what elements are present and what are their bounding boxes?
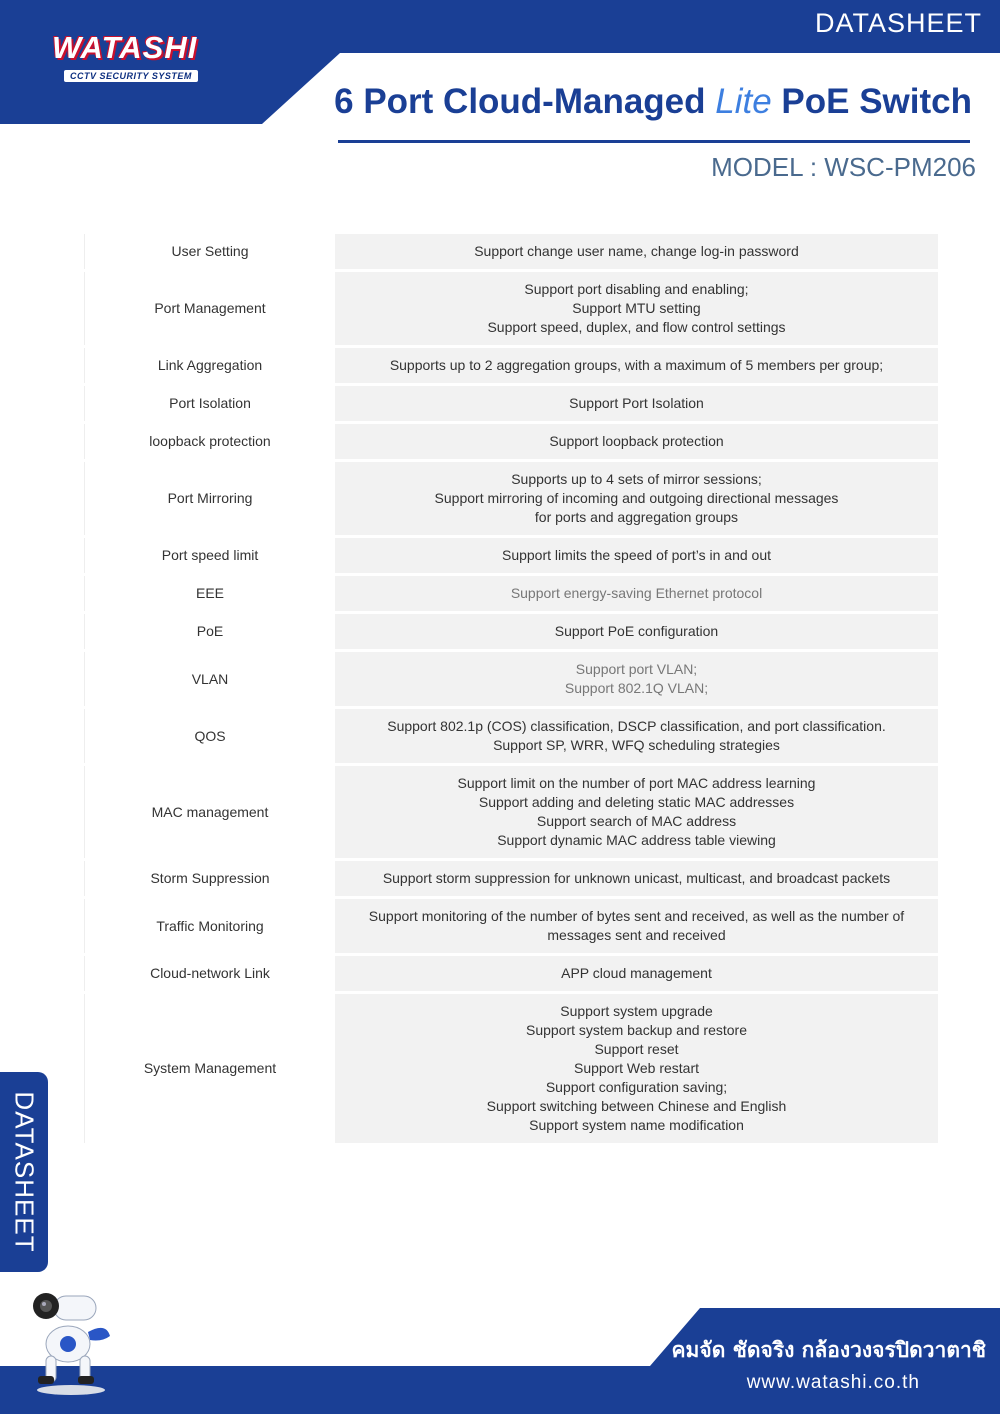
spec-row [84,956,938,991]
spec-description-line: Support 802.1Q VLAN; [564,680,709,696]
side-tab-label: DATASHEET [9,1091,40,1253]
spec-description-line: Support system upgrade [560,1003,713,1019]
spec-description [335,234,938,269]
spec-row [84,234,938,269]
spec-description-line: for ports and aggregation groups [534,509,739,525]
spec-feature: Port speed limit [84,538,335,573]
model-number: MODEL : WSC-PM206 [711,152,976,182]
spec-row [84,614,938,649]
spec-feature: Port Mirroring [84,462,335,535]
spec-description [335,861,938,896]
spec-description [335,899,938,953]
spec-description-line: Support speed, duplex, and flow control settings [487,319,786,335]
spec-feature: loopback protection [84,424,335,459]
spec-description-line: Support search of MAC address [536,813,737,829]
spec-description-line: Support storm suppression for unknown unicast, multicast, and broadcast packets [382,870,891,886]
spec-feature: Storm Suppression [84,861,335,896]
spec-description-line: Support adding and deleting static MAC addresses [478,794,795,810]
spec-feature: Port Isolation [84,386,335,421]
spec-feature: QOS [84,709,335,763]
spec-description-line: Support mirroring of incoming and outgoing directional messages [434,490,839,506]
spec-description [335,272,938,345]
spec-feature: Link Aggregation [84,348,335,383]
spec-row [84,348,938,383]
spec-row [84,424,938,459]
spec-description-line: Support system name modification [529,1117,744,1133]
spec-row [84,462,938,535]
spec-description [335,538,938,573]
spec-feature: Cloud-network Link [84,956,335,991]
spec-description [335,348,938,383]
title-suffix: PoE Switch [771,82,972,121]
spec-feature: Traffic Monitoring [84,899,335,953]
spec-row [84,766,938,858]
spec-feature: User Setting [84,234,335,269]
spec-description-line: Support reset [594,1041,679,1057]
spec-feature: Port Management [84,272,335,345]
spec-table-body [84,234,938,1143]
spec-description-line: Support energy-saving Ethernet protocol [510,585,763,601]
spec-feature: MAC management [84,766,335,858]
spec-description [335,709,938,763]
spec-description-line: Support monitoring of the number of bytes sent and received, as well as the number of [368,908,905,924]
spec-description-line: Support SP, WRR, WFQ scheduling strategies [493,737,780,753]
spec-feature: VLAN [84,652,335,706]
spec-description-line: Support MTU setting [572,300,701,316]
spec-description-line: APP cloud management [561,965,712,981]
footer-website-link[interactable]: www.watashi.co.th [746,1372,920,1393]
spec-description [335,652,938,706]
spec-description [335,956,938,991]
spec-row [84,538,938,573]
robot-dog-mascot-drawing [26,1286,116,1396]
spec-description-line: Support Port Isolation [569,395,704,411]
logo-wordmark: WATASHI [52,30,198,65]
spec-row [84,994,938,1143]
spec-description-line: Support loopback protection [549,433,724,449]
spec-description-line: messages sent and received [547,927,726,943]
title-emphasis: Lite [715,82,772,121]
spec-description-line: Supports up to 2 aggregation groups, with a maximum of 5 members per group; [389,357,884,373]
spec-description-line: Support limit on the number of port MAC address learning [457,775,816,791]
spec-description [335,994,938,1143]
title-prefix: 6 Port Cloud-Managed [334,82,716,121]
robot-dog-mascot-icon [26,1286,116,1396]
spec-description-line: Support configuration saving; [545,1079,728,1095]
spec-description-line: Support Web restart [573,1060,700,1076]
title-underline [338,140,970,143]
spec-row [84,899,938,953]
spec-description [335,576,938,611]
spec-description-line: Support switching between Chinese and English [486,1098,787,1114]
spec-description [335,614,938,649]
logo-tagline: CCTV SECURITY SYSTEM [64,70,198,82]
header-datasheet-label: DATASHEET [814,8,982,38]
spec-row [84,272,938,345]
spec-description-line: Support system backup and restore [525,1022,747,1038]
side-datasheet-tab [0,1072,48,1272]
spec-description [335,462,938,535]
spec-row [84,709,938,763]
spec-row [84,386,938,421]
spec-table [84,231,938,1146]
spec-description [335,386,938,421]
spec-row [84,576,938,611]
spec-description [335,424,938,459]
spec-description-line: Support port disabling and enabling; [524,281,749,297]
spec-row [84,652,938,706]
spec-feature: System Management [84,994,335,1143]
spec-description-line: Support port VLAN; [575,661,698,677]
spec-description-line: Support 802.1p (COS) classification, DSCP classification, and port classification. [387,718,886,734]
spec-description-line: Supports up to 4 sets of mirror sessions; [511,471,762,487]
watashi-logo [46,30,216,90]
spec-row [84,861,938,896]
spec-description-line: Support limits the speed of port’s in and out [501,547,771,563]
spec-feature: EEE [84,576,335,611]
spec-description-line: Support PoE configuration [554,623,719,639]
spec-description [335,766,938,858]
spec-description-line: Support change user name, change log-in password [474,243,799,259]
product-title [334,82,972,122]
footer-tagline: คมจัด ชัดจริง กล้องวงจรปิดวาตาชิ [671,1338,986,1362]
spec-description-line: Support dynamic MAC address table viewing [497,832,776,848]
spec-feature: PoE [84,614,335,649]
